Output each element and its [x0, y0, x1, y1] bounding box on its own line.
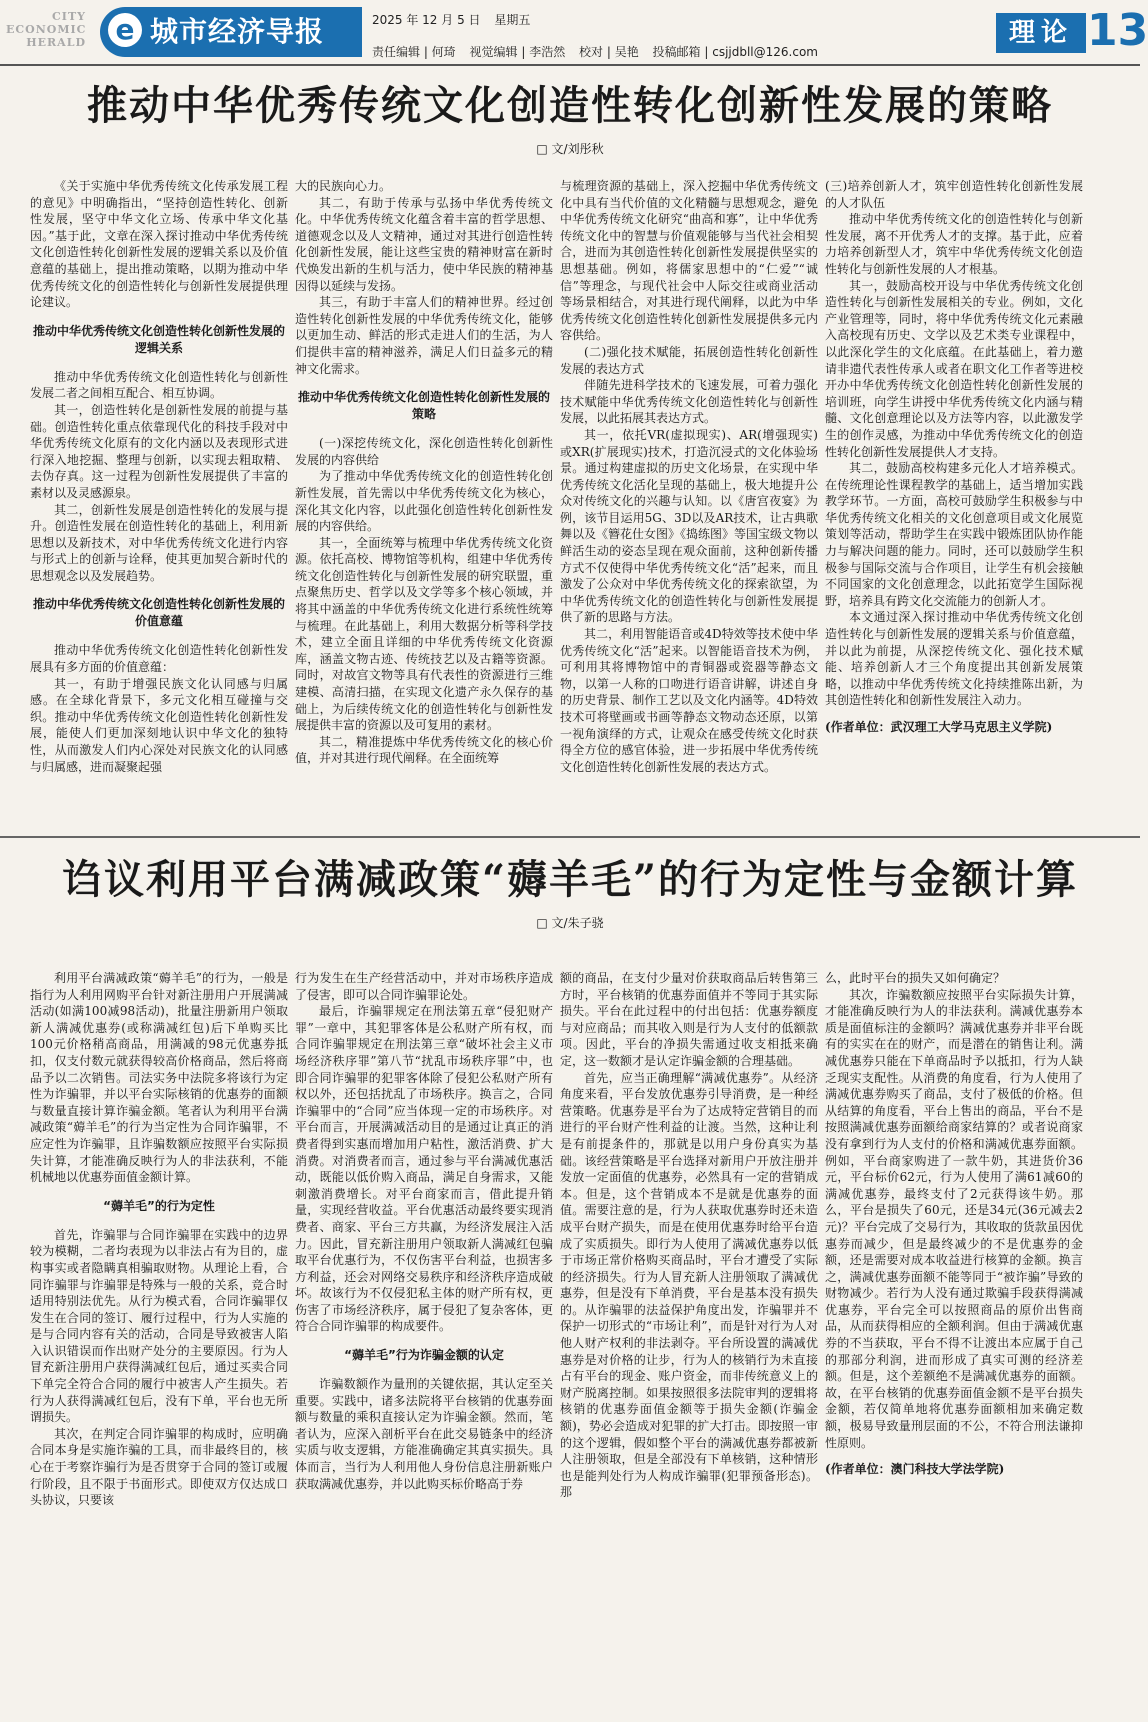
paragraph: 行为发生在生产经营活动中，并对市场秩序造成了侵害，即可以合同诈骗罪论处。: [295, 971, 553, 1002]
masthead: [0, 0, 1148, 64]
subheading: 推动中华优秀传统文化创造性转化创新性发展的逻辑关系: [32, 323, 285, 355]
paper-name-banner: [100, 7, 362, 57]
article2-title: 诌议利用平台满减政策“薅羊毛”的行为定性与金额计算: [61, 856, 1078, 903]
paper-logo-icon: e: [108, 13, 142, 47]
paragraph: 么，此时平台的损失又如何确定？: [825, 971, 1006, 985]
paragraph: 利用平台满减政策“薅羊毛”的行为，一般是指行为人利用网购平台针对新注册用户开展满减活动(如满100减98活动)，批量注册新用户领取新人满减优惠券(或称满减红包)后下单购买比100元价格稍高商品，用满减的98元优惠券抵扣，仅支付数元就获得较高价格商品，然后将商品予以二次销售。司法实务中法院多将该行为定性为诈骗罪，并以平台实际核销的优惠券的面额与数量直接计算诈骗金额。笔者认为利用平台满减政策“薅羊毛”的行为当定性为合同诈骗罪，不应定性为诈骗罪，且诈骗数额应按照平台实际损失计算，才能准确反映行为人的非法获利，不能机械地以优惠券面值金额计算。: [30, 971, 288, 1185]
section-label: 理论: [996, 13, 1086, 53]
article2-byline: □ 文/朱子骁: [536, 916, 604, 930]
article2-column-2: [295, 970, 553, 1715]
issue-weekday: 星期五: [494, 13, 531, 27]
paragraph: 大的民族向心力。: [295, 179, 392, 193]
paragraph: 其二，利用智能语音或4D特效等技术使中华优秀传统文化“活”起来。以智能语音技术为例，可利用其将博物馆中的青铜器或瓷器等静态文物，以第一人称的口吻进行语音讲解，讲述自身的历史背景、制作工艺以及文化内涵等。4D特效技术可将壁画或书画等静态文物动态还原，以第一视角演绎的方式，让观众在感受传统文化时获得全方位的感官体验，进一步拓展中华优秀传统文化创造性转化创新性发展的表达方式。: [560, 627, 818, 774]
paragraph: (一)深挖传统文化，深化创造性转化创新性发展的内容供给: [295, 436, 553, 467]
paragraph: 与梳理资源的基础上，深入挖掘中华优秀传统文化中具有当代价值的文化精髓与思想观念，避免中华优秀传统文化研究“曲高和寡”，让中华优秀传统文化中的智慧与价值观能够与当代社会相契合，进而为其创造性转化创新性发展提供坚实的思想基础。例如，将儒家思想中的“仁爱”“诚信”等理念，与现代社会中人际交往或商业活动等场景相结合，对其进行现代阐释，以此为中华优秀传统文化创造性转化创新性发展提供多元内容供给。: [560, 179, 818, 343]
paragraph: 其一，全面统筹与梳理中华优秀传统文化资源。依托高校、博物馆等机构，组建中华优秀传统文化创造性转化与创新性发展的研究联盟，重点聚焦历史、哲学以及文学等多个核心领域，并将其中涵盖的中华优秀传统文化进行系统性统筹与梳理。在此基础上，利用大数据分析等科学技术，建立全面且详细的中华优秀传统文化资源库，涵盖文物古迹、传统技艺以及古籍等资源。同时，对故宫文物等具有代表性的资源进行三维建模、高清扫描，在实现文化遗产永久保存的基础上，为后续传统文化的创造性转化与创新性发展提供丰富的资源以及可复用的素材。: [295, 535, 553, 733]
paragraph: 其二，创新性发展是创造性转化的发展与提升。创造性发展在创造性转化的基础上，利用新思想以及新技术，对中华优秀传统文化进行内容与形式上的创新与诠释，使其更加契合新时代的思想观念以及发展趋势。: [30, 502, 288, 583]
paragraph: 其一，有助于增强民族文化认同感与归属感。在全球化背景下，多元文化相互碰撞与交织。推动中华优秀传统文化创造性转化创新性发展，能使人们更加深刻地认识中华文化的独特性，从而激发人们内心深处对民族文化的认同感与归属感，进而凝聚起强: [30, 676, 288, 774]
paragraph: 其次，在判定合同诈骗罪的构成时，应明确合同本身是实施诈骗的工具，而非最终目的，核心在于考察诈骗行为是否贯穿于合同的签订或履行阶段，且不限于书面形式。即使双方仅达成口头协议，只要该: [30, 1426, 288, 1508]
paragraph: 其二，有助于传承与弘扬中华优秀传统文化。中华优秀传统文化蕴含着丰富的哲学思想、道德观念以及人文精神，通过对其进行创造性转化创新性发展，能让这些宝贵的精神财富在新时代焕发出新的生机与活力，使中华民族的精神基因得以延续与发扬。: [295, 195, 553, 293]
article1-title: 推动中华优秀传统文化创造性转化创新性发展的策略: [87, 82, 1053, 129]
paragraph: 其一，鼓励高校开设与中华优秀传统文化创造性转化与创新性发展相关的专业。例如，文化产业管理等，同时，将中华优秀传统文化元素融入高校现有历史、文学以及艺术类专业课程中，以此深化学生的文化底蕴。在此基础上，着力邀请非遗代表性传承人或者在职文化工作者等进校开办中华优秀传统文化创造性转化创新性发展的培训班，向学生讲授中华优秀传统文化内涵与精髓、文化创意理论以及方法等内容，以此激发学生的创作灵感，为推动中华优秀传统文化的创造性转化创新性发展提供人才支持。: [825, 278, 1083, 459]
paragraph: (三)培养创新人才，筑牢创造性转化创新性发展的人才队伍: [825, 179, 1083, 210]
paragraph: 其一，创造性转化是创新性发展的前提与基础。创造性转化重点依靠现代化的科技手段对中华优秀传统文化原有的文化内涵以及表现形式进行深入地挖掘、整理与创新，以实现去粗取精、去伪存真。这一过程为创新性发展提供了丰富的素材以及灵感源泉。: [30, 402, 288, 500]
author-affiliation: (作者单位：澳门科技大学法学院): [825, 1462, 1005, 1477]
editor-credit: 责任编辑 | 何琦: [372, 45, 456, 59]
article1-column-3: [560, 178, 818, 818]
masthead-rule: [0, 64, 1140, 66]
paragraph: (二)强化技术赋能，拓展创造性转化创新性发展的表达方式: [560, 344, 818, 376]
subheading: “薅羊毛”行为诈骗金额的认定: [344, 1348, 504, 1363]
paper-name: 城市经济导报: [150, 15, 325, 48]
article2-column-1: [30, 970, 288, 1715]
subheading: 推动中华优秀传统文化创造性转化创新性发展的策略: [297, 390, 550, 422]
paragraph: 首先，应当正确理解“满减优惠券”。从经济角度来看，平台发放优惠券引导消费，是一种经营策略。优惠券是平台为了达成特定营销目的而进行的平台财产性利益的让渡。当然，这种让利是有前提条件的，那就是以用户身份真实为基础。该经营策略是平台选择对新用户开放注册并发放一定面值的优惠券，必然具有一定的营销成本。但是，这个营销成本不是就是优惠券的面值。需要注意的是，行为人获取优惠券时还未造成平台财产损失，而是在使用优惠券时给平台造成了实质损失。即行为人使用了满减优惠券以低于市场正常价格购买商品时，平台才遭受了实际的经济损失。行为人冒充新人注册领取了满减优惠券，但是没有下单消费，平台是基本没有损失的。从诈骗罪的法益保护角度出发，诈骗罪并不保护一切形式的“市场让利”，而是针对行为人对他人财产权利的非法剥夺。平台所设置的满减优惠券是对价格的让步，行为人的核销行为未直接占有平台的现金、账户资金，而非传统意义上的财产脱离控制。如果按照很多法院审判的逻辑将核销的优惠券面值金额等于损失金额(诈骗金额)，势必会造成对犯罪的扩大打击。即按照一审的这个逻辑，假如整个平台的满减优惠券都被新人注册领取，但是全部没有下单核销，这种情形也是能判处行为人构成诈骗罪(犯罪预备形态)。那: [560, 1070, 818, 1500]
paragraph: 其三，有助于丰富人们的精神世界。经过创造性转化创新性发展的中华优秀传统文化，能够以更加生动、鲜活的形式走进人们的生活，为人们提供丰富的精神滋养，满足人们日益多元的精神文化需求。: [295, 295, 553, 376]
paragraph: 其二，精准提炼中华优秀传统文化的核心价值，并对其进行现代阐释。在全面统筹: [295, 734, 553, 766]
article2-column-3: [560, 970, 818, 1715]
paragraph: 额的商品，在支付少量对价获取商品后转售第三方时，平台核销的优惠券面值并不等同于其实际损失。平台在此过程中的付出包括：优惠券额度与对应商品；而其收入则是行为人支付的低额款项。因此，平台的净损失需通过收支相抵来确定，这一数额才是认定诈骗金额的合理基础。: [560, 971, 818, 1068]
city-economic-herald-logo: CITY ECONOMIC HERALD: [6, 10, 87, 49]
paragraph: 首先，诈骗罪与合同诈骗罪在实践中的边界较为模糊，二者均表现为以非法占有为目的，虚构事实或者隐瞒真相骗取财物。从理论上看，合同诈骗罪与诈骗罪是特殊与一般的关系，竞合时适用特别法优先。从行为模式看，合同诈骗罪仅发生在合同的签订、履行过程中，行为人实施的是与合同内容有关的活动，合同是导致被害人陷入认识错误而作出财产处分的主要原因。行为人冒充新注册用户获得满减红包后，通过买卖合同下单完全符合合同的履行中被害人产生损失。若行为人获得满减红包后，没有下单，平台也无所谓损失。: [30, 1227, 288, 1425]
article1-column-1: [30, 178, 288, 818]
author-affiliation: (作者单位：武汉理工大学马克思主义学院): [825, 720, 1053, 734]
paragraph: 推动中华优秀传统文化创造性转化创新性发展具有多方面的价值意蕴：: [30, 643, 288, 675]
paragraph: 其次，诈骗数额应按照平台实际损失计算，才能准确反映行为人的非法获利。满减优惠券本质是面值标注的金额吗？满减优惠券并非平台既有的实实在在的财产，而是潜在的销售让利。满减优惠券只能在下单商品时予以抵扣，行为人缺乏现实支配性。从消费的角度看，行为人使用了满减优惠券购买了商品，支付了极低的价格。但从结算的角度看，平台上售出的商品，平台不是按照满减优惠券面额给商家结算的？或者说商家没有拿到行为人支付的价格和满减优惠券面额。例如，平台商家购进了一款牛奶，其进货价36元，平台标价62元，行为人使用了满61减60的满减优惠券，最终支付了2元获得该牛奶。那么，平台是损失了60元，还是34元(36元减去2元)？平台完成了交易行为，其收取的货款虽因优惠券而减少，但是最终减少的不是优惠券的金额，还是需要对成本收益进行核算的金额。换言之，满减优惠券面额不能等同于“被诈骗”导致的财物减少。若行为人没有通过欺骗手段获得满减优惠券，平台完全可以按照商品的原价出售商品，从而获得相应的全额利润。但由于满减优惠券的不当获取，平台不得不让渡出本应属于自己的那部分利润，进而形成了真实可测的经济差额。但是，这个差额绝不是满减优惠券的面额。故，在平台核销的优惠券面值金额不是平台损失金额，若仅简单地将优惠券面额相加来确定数额，极易导致量刑层面的不公，不符合刑法谦抑性原则。: [825, 987, 1083, 1450]
paragraph: 其二，鼓励高校构建多元化人才培养模式。在传统理论性课程教学的基础上，适当增加实践教学环节。一方面，高校可鼓励学生积极参与中华优秀传统文化相关的文化创意项目或文化展览策划等活动，帮助学生在实践中锻炼团队协作能力与解决问题的能力。同时，还可以鼓励学生积极参与国际交流与合作项目，让学生有机会接触不同国家的文化创意理念，以此拓宽学生国际视野，培养具有跨文化交流能力的创新人才。: [825, 461, 1083, 608]
proofreader-credit: 校对 | 吴艳: [579, 45, 639, 59]
page-number: 13: [1087, 5, 1148, 56]
article2-column-4: [825, 970, 1083, 1715]
paragraph: 《关于实施中华优秀传统文化传承发展工程的意见》中明确指出，“坚持创造性转化、创新性发展，坚守中华文化立场、传承中华文化基因。”基于此，文章在深入探讨推动中华优秀传统文化创造性转化创新性发展的逻辑关系以及价值意蕴的基础上，提出推动策略，以期为推动中华优秀传统文化的创造性转化与创新性发展提供理论建议。: [30, 179, 288, 310]
issue-date: 2025 年 12 月 5 日: [372, 13, 481, 27]
paragraph: 推动中华优秀传统文化创造性转化与创新性发展二者之间相互配合、相互协调。: [30, 369, 288, 401]
visual-editor-credit: 视觉编辑 | 李浩然: [469, 45, 566, 59]
paragraph: 最后，诈骗罪规定在刑法第五章“侵犯财产罪”一章中，其犯罪客体是公私财产所有权，而合同诈骗罪规定在刑法第三章“破坏社会主义市场经济秩序罪”第八节“扰乱市场秩序罪”中，也即合同诈骗罪的犯罪客体除了侵犯公私财产所有权以外，还包括扰乱了市场秩序。换言之，合同诈骗罪中的“合同”应当体现一定的市场秩序。对平台而言，开展满减活动目的是通过让真正的消费者得到实惠而增加用户粘性，激活消费、扩大消费。对消费者而言，通过参与平台满减优惠活动，既能以低价购入商品，满足自身需求，又能刺激消费增长。对平台商家而言，借此提升销量，实现经营收益。平台优惠活动最终要实现消费者、商家、平台三方共赢，为经济发展注入活力。因此，冒充新注册用户领取新人满减红包骗取平台优惠行为，不仅伤害平台利益，也损害多方利益，还会对网络交易秩序和经济秩序造成破坏。故该行为不仅侵犯私主体的财产所有权，更伤害了市场经济秩序，属于侵犯了复杂客体，更符合合同诈骗罪的构成要件。: [295, 1004, 553, 1334]
article1-column-4: [825, 178, 1083, 818]
article-divider: [0, 836, 1140, 838]
paragraph: 推动中华优秀传统文化的创造性转化与创新性发展，离不开优秀人才的支撑。基于此，应着力培养创新型人才，筑牢中华优秀传统文化创造性转化与创新性发展的人才根基。: [825, 212, 1083, 276]
subheading: 推动中华优秀传统文化创造性转化创新性发展的价值意蕴: [32, 597, 285, 629]
paragraph: 其一，依托VR(虚拟现实)、AR(增强现实)或XR(扩展现实)技术，打造沉浸式的文化体验场景。通过构建虚拟的历史文化场景，在实现中华优秀传统文化活化呈现的基础上，极大地提升公众对传统文化的兴趣与认知。以《唐宫夜宴》为例，该节目运用5G、3D以及AR技术，让古典歌舞以及《簪花仕女图》《捣练图》等国宝级文物以鲜活生动的姿态呈现在观众面前，这种创新传播方式不仅使得中华优秀传统文化“活”起来，而且激发了公众对中华优秀传统文化的探索欲望，为中华优秀传统文化的创造性转化与创新性发展提供了新的思路与方法。: [560, 427, 819, 625]
issue-meta: [372, 10, 828, 62]
paragraph: 伴随先进科学技术的飞速发展，可着力强化技术赋能中华优秀传统文化创造性转化与创新性发展，以此拓展其表达方式。: [560, 378, 818, 426]
subheading: “薅羊毛”的行为定性: [103, 1198, 215, 1213]
submission-email: 投稿邮箱 | csjjdbll@126.com: [652, 45, 818, 59]
paragraph: 本文通过深入探讨推动中华优秀传统文化创造性转化与创新性发展的逻辑关系与价值意蕴，并以此为前提，从深挖传统文化、强化技术赋能、培养创新人才三个角度提出其创新发展策略，以推动中华优秀传统文化持续推陈出新，为其创造性转化和创新性发展注入动力。: [825, 610, 1083, 708]
article1-column-2: [295, 178, 553, 818]
paragraph: 为了推动中华优秀传统文化的创造性转化创新性发展，首先需以中华优秀传统文化为核心，深化其文化内容，以此强化创造性转化创新性发展的内容供给。: [295, 469, 553, 534]
paragraph: 诈骗数额作为量刑的关键依据，其认定至关重要。实践中，诸多法院将平台核销的优惠券面额与数量的乘积直接认定为诈骗金额。然而，笔者认为，应深入剖析平台在此交易链条中的经济实质与收支逻辑，方能准确确定其真实损失。具体而言，当行为人利用他人身份信息注册新账户获取满减优惠券，并以此购买标价略高于券: [295, 1377, 553, 1491]
article1-byline: □ 文/刘彤秋: [536, 142, 604, 156]
